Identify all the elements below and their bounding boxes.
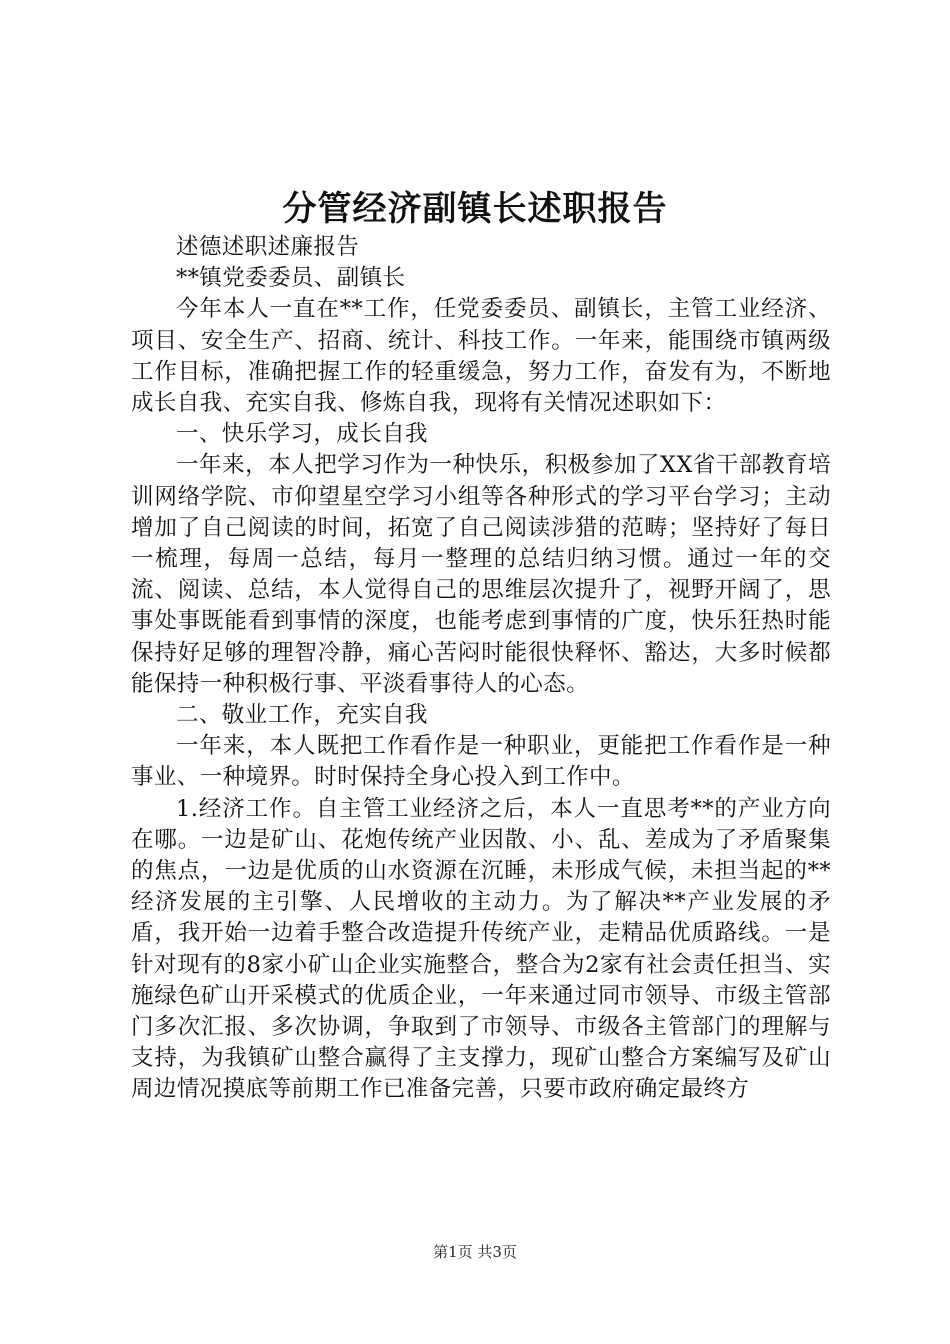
paragraph: 述德述职述廉报告: [176, 234, 360, 260]
page-footer: 第1页 共3页: [433, 1243, 517, 1261]
paragraph: 一年来，本人把学习作为一种快乐，积极参加了XX省干部教育培训网络学院、市仰望星空学习小组等各种形式的学习平台学习；主动增加了自己阅读的时间，拓宽了自己阅读涉猎的范畴；坚持好了每日一梳理，每周一总结，每月一整理的总结归纳习惯。通过一年的交流、阅读、总结，本人觉得自己的思维层次提升了，视野开阔了，思事处事既能看到事情的深度，也能考虑到事情的广度，快乐狂热时能保持好足够的理智冷静，痛心苦闷时能很快释怀、豁达，大多时候都能保持一种积极行事、平淡看事待人的心态。: [131, 452, 831, 697]
paragraph: 今年本人一直在**工作，任党委委员、副镇长，主管工业经济、项目、安全生产、招商、统计、科技工作。一年来，能围绕市镇两级工作目标，准确把握工作的轻重缓急，努力工作，奋发有为，不断地成长自我、充实自我、修炼自我，现将有关情况述职如下：: [131, 296, 831, 417]
section-heading: 二、敬业工作，充实自我: [176, 702, 428, 729]
paragraph: **镇党委委员、副镇长: [176, 265, 406, 292]
paragraph: 1.经济工作。自主管工业经济之后，本人一直思考**的产业方向在哪。一边是矿山、花炮传统产业因散、小、乱、差成为了矛盾聚集的焦点，一边是优质的山水资源在沉睡，未形成气候，未担当起的**经济发展的主引擎、人民增收的主动力。为了解决**产业发展的矛盾，我开始一边着手整合改造提升传统产业，走精品优质路线。一是针对现有的8家小矿山企业实施整合，整合为2家有社会责任担当、实施绿色矿山开采模式的优质企业，一年来通过同市领导、市级主管部门多次汇报、多次协调，争取到了市领导、市级各主管部门的理解与支持，为我镇矿山整合赢得了主支撑力，现矿山整合方案编写及矿山周边情况摸底等前期工作已准备完善，只要市政府确定最终方: [131, 795, 831, 1103]
document-title: 分管经济副镇长述职报告: [282, 189, 668, 229]
document-body: [131, 232, 831, 1106]
section-heading: 一、快乐学习，成长自我: [176, 421, 428, 448]
paragraph: 一年来，本人既把工作看作是一种职业，更能把工作看作是一种事业、一种境界。时时保持全身心投入到工作中。: [131, 733, 831, 791]
